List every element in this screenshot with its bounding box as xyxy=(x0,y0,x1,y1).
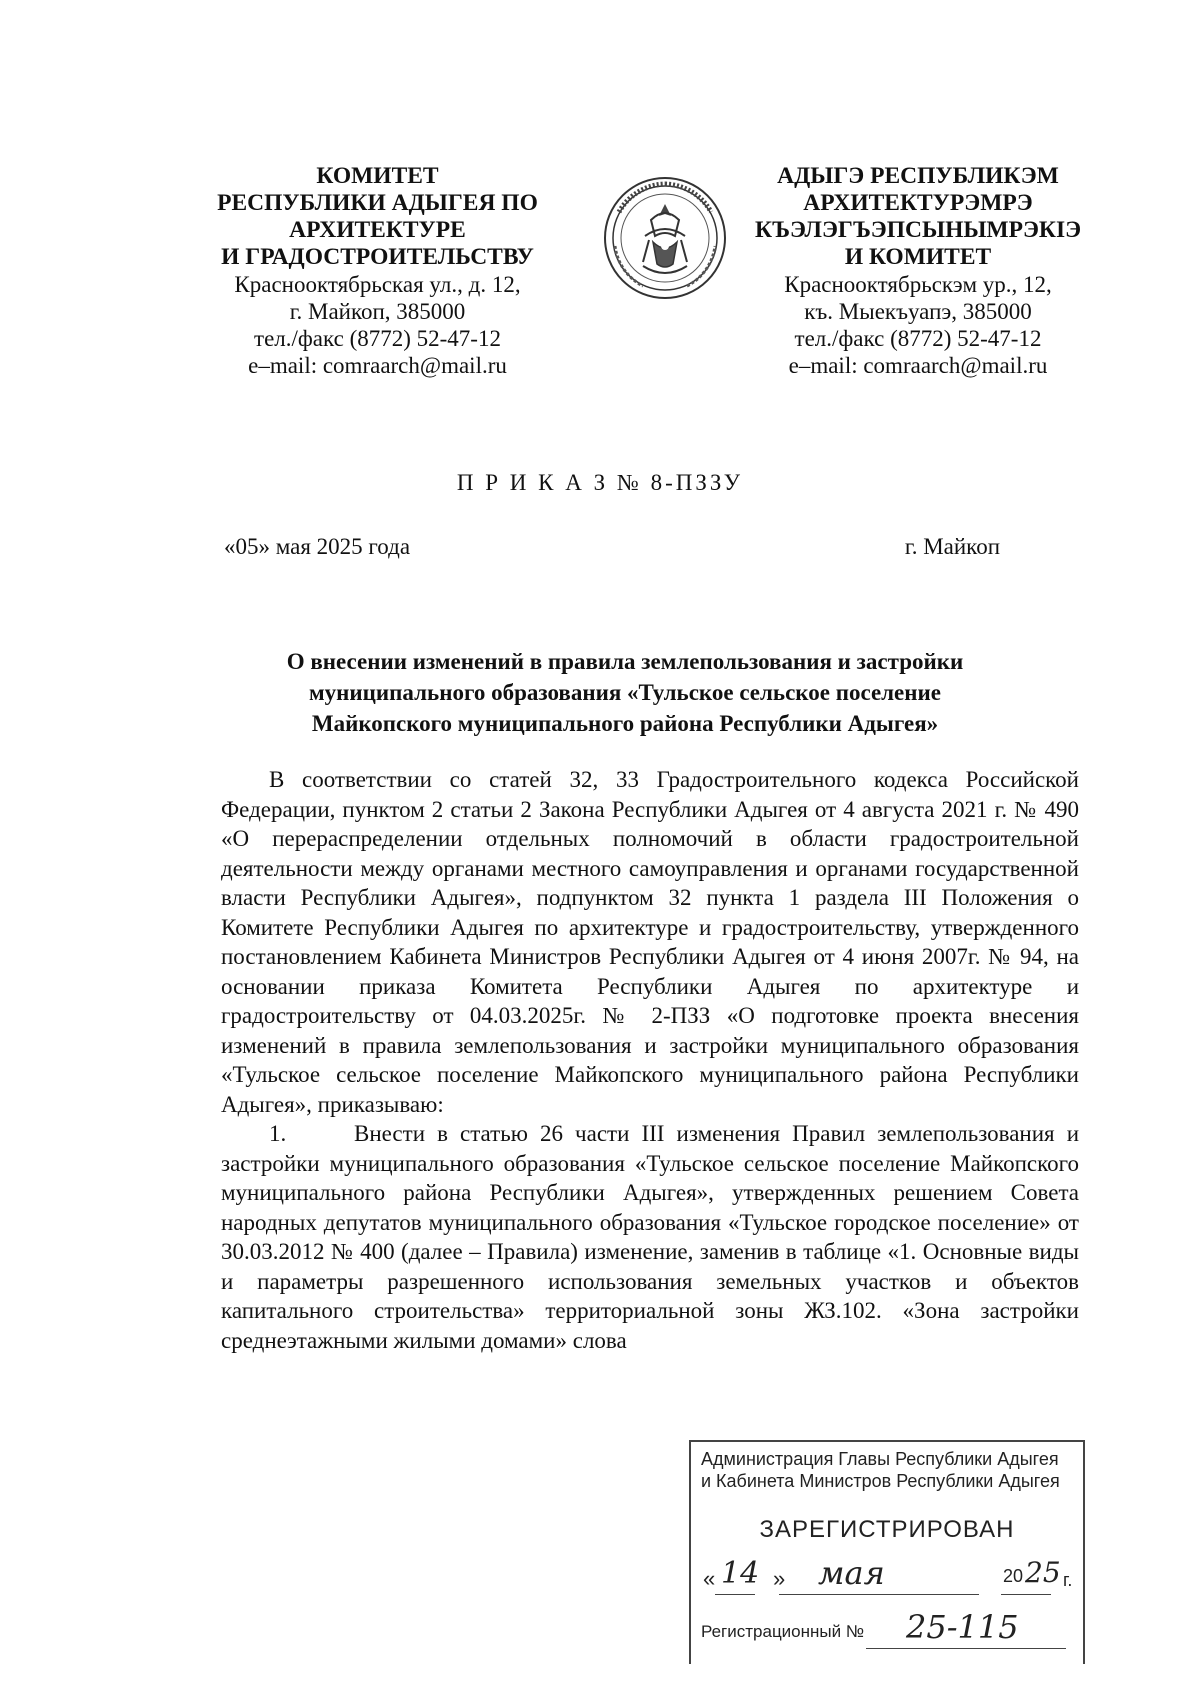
stamp-underline-number xyxy=(866,1648,1066,1649)
stamp-quote-open: « xyxy=(703,1566,716,1591)
header-left xyxy=(205,163,550,379)
header-right-email: e–mail: comraarch@mail.ru xyxy=(788,353,1048,378)
body-item-1 xyxy=(221,1119,1079,1355)
stamp-year-prefix: 20 xyxy=(1003,1566,1024,1586)
header-left-address1: Краснооктябрьская ул., д. 12, xyxy=(234,272,521,297)
header-right-line2: АРХИТЕКТУРЭМРЭ xyxy=(803,190,1033,216)
stamp-month: мая xyxy=(818,1554,885,1592)
stamp-org-line1: Администрация Главы Республики Адыгея xyxy=(701,1449,1059,1469)
stamp-organization xyxy=(701,1448,1081,1492)
header-left-line3: АРХИТЕКТУРЕ xyxy=(289,217,466,243)
stamp-reg-value: 25-115 xyxy=(906,1608,1019,1646)
registration-stamp xyxy=(689,1440,1085,1664)
header-right xyxy=(738,163,1098,379)
coat-of-arms-emblem-icon xyxy=(603,176,727,300)
header-right-line1: АДЫГЭ РЕСПУБЛИКЭМ xyxy=(777,163,1059,189)
order-title: П Р И К А З № 8-ПЗЗУ xyxy=(456,470,744,495)
order-city: г. Майкоп xyxy=(904,534,1000,559)
header-right-phone: тел./факс (8772) 52-47-12 xyxy=(794,326,1042,351)
stamp-reg-label: Регистрационный № xyxy=(701,1622,865,1641)
stamp-underline-day xyxy=(715,1594,755,1595)
stamp-day: 14 xyxy=(721,1556,760,1591)
header-right-line3: КЪЭЛЭГЪЭПСЫНЫМРЭКIЭ xyxy=(754,217,1082,243)
stamp-year-mark: г. xyxy=(1063,1570,1073,1590)
subject-line1: О внесении изменений в правила землепользования и застройки xyxy=(286,649,964,674)
stamp-underline-year xyxy=(1001,1594,1051,1595)
stamp-registration-number xyxy=(701,1608,1081,1652)
body-paragraph-1: В соответствии со статей 32, 33 Градостроительного кодекса Российской Федерации, пунктом 2 статьи 2 Закона Республики Адыгея от 4 августа 2021 г. № 490 «О перераспределении отдельных полномочий в области градостроительной деятельности между органами местного самоуправления и органами государственной власти Республики Адыгея», подпунктом 32 пункта 1 раздела III Положения о Комитете Республики Адыгея по архитектуре и градостроительству, утвержденного постановлением Кабинета Министров Республики Адыгея от 4 июня 2007г. № 94, на основании приказа Комитета Республики Адыгея по архитектуре и градостроительству от 04.03.2025г. № 2-ПЗЗ «О подготовке проекта внесения изменений в правила землепользования и застройки муниципального образования «Тульское сельское поселение Майкопского муниципального района Республики Адыгея», приказываю: xyxy=(221,767,1079,1117)
item-text: Внести в статью 26 части III изменения Правил землепользования и застройки муниципального образования «Тульское сельское поселение Майкопского муниципального района Республики Адыгея», утвержденных решением Совета народных депутатов муниципального образования «Тульское городское поселение» от 30.03.2012 № 400 (далее – Правила) изменение, заменив в таблице «1. Основные виды и параметры разрешенного использования земельных участков и объектов капитального строительства» территориальной зоны ЖЗ.102. «Зона застройки среднеэтажными жилыми домами» слова xyxy=(221,1121,1079,1353)
header-left-line4: И ГРАДОСТРОИТЕЛЬСТВУ xyxy=(221,244,534,270)
stamp-year-suffix: 25 xyxy=(1025,1556,1061,1589)
stamp-quote-close: » xyxy=(773,1566,786,1591)
subject-line3: Майкопского муниципального района Республики Адыгея» xyxy=(311,711,939,736)
header-left-line1: КОМИТЕТ xyxy=(316,163,439,189)
subject-line2: муниципального образования «Тульское сельское поселение xyxy=(309,680,941,705)
header-right-address1: Краснооктябрьскэм ур., 12, xyxy=(784,272,1052,297)
header-left-line2: РЕСПУБЛИКИ АДЫГЕЯ ПО xyxy=(217,190,538,216)
stamp-org-line2: и Кабинета Министров Республики Адыгея xyxy=(701,1471,1060,1491)
header-left-address2: г. Майкоп, 385000 xyxy=(289,299,466,324)
order-body xyxy=(221,765,1079,1355)
header-left-phone: тел./факс (8772) 52-47-12 xyxy=(254,326,501,351)
item-number: 1. xyxy=(269,1121,287,1146)
header-right-address2: къ. Мыекъуапэ, 385000 xyxy=(804,299,1032,324)
order-subject xyxy=(230,646,1020,739)
stamp-registered-label: ЗАРЕГИСТРИРОВАН xyxy=(759,1516,1015,1543)
header-right-line4: И КОМИТЕТ xyxy=(844,244,992,270)
stamp-underline-month xyxy=(779,1594,979,1595)
order-date: «05» мая 2025 года xyxy=(224,534,411,559)
header-left-email: e–mail: comraarch@mail.ru xyxy=(248,353,507,378)
